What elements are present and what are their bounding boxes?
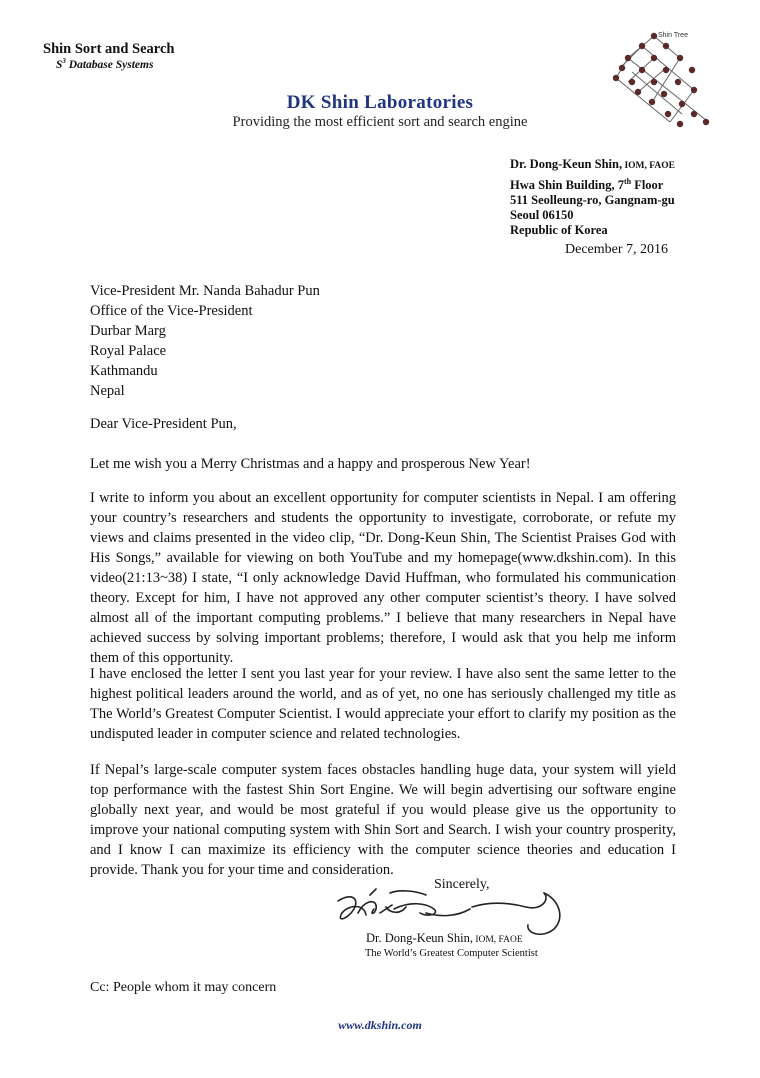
recipient-line: Kathmandu [90, 363, 158, 379]
sender-name-line: Dr. Dong-Keun Shin, IOM, FAOE [510, 157, 675, 171]
body-paragraph: I have enclosed the letter I sent you last year for your review. I have also sent the same letter to the highest political leaders around the world, and as of yet, no one has seriously challenged my title as The World’s Greatest Computer Scientist. I would appreciate your effort to clarify my position as the undisputed leader in computer science and related technologies. [90, 666, 676, 742]
shin-tree-logo [608, 30, 718, 130]
recipient-line: Royal Palace [90, 343, 167, 359]
body-paragraph: If Nepal’s large-scale computer system faces obstacles handling huge data, your system will yield top performance with the fastest Shin Sort Engine. We will begin advertising our software engine globally next year, and would be most grateful if you would please give us the opportunity to improve your national computing system with Shin Sort and Search. I wish your country prosperity, and I know I can maximize its efficiency with the computer science theories and education I provide. Thank you for your time and consideration. [90, 762, 676, 878]
body-paragraph: Let me wish you a Merry Christmas and a happy and prosperous New Year! [90, 456, 531, 472]
lab-subtitle: Providing the most efficient sort and search engine [232, 114, 528, 130]
recipient-line: Vice-President Mr. Nanda Bahadur Pun [90, 283, 320, 299]
tree-icon [608, 30, 718, 130]
brand-tagline: $S^3$ Database Systems [56, 57, 154, 71]
sender-address [510, 157, 675, 238]
letter-date: December 7, 2016 [565, 242, 669, 257]
sender-building: Hwa Shin Building, 7th Floor [510, 177, 664, 193]
sender-country: Republic of Korea [510, 223, 608, 238]
cc-line: Cc: People whom it may concern [90, 980, 277, 995]
signatory-title: The World’s Greatest Computer Scientist [365, 948, 538, 959]
salutation: Dear Vice-President Pun, [90, 416, 237, 432]
logo-label: Shin Tree [658, 32, 688, 39]
body-paragraph: I write to inform you about an excellent opportunity for computer scientists in Nepal. I am offering your country’s researchers and students the opportunity to investigate, corroborate, or refute my views and claims presented in the video clip, “Dr. Dong-Keun Shin, The Scientist Praises God with His Songs,” available for viewing on both YouTube and my homepage(www.dkshin.com). In this video(21:13~38) I state, “I only acknowledge David Huffman, who formulated his communication theory. Except for him, I have not approved any other computer scientist’s theory. I have solved almost all of the important computing problems.” I believe that many researchers in Nepal have achieved success by solving important problems; therefore, I would ask that you help me inform them of this opportunity. [90, 490, 676, 666]
brand-name: Shin Sort and Search [43, 41, 175, 57]
recipient-address [90, 281, 320, 401]
signatory-name: Dr. Dong-Keun Shin, IOM, FAOE [366, 931, 523, 945]
footer-website: www.dkshin.com [338, 1018, 422, 1032]
lab-title: DK Shin Laboratories [286, 92, 474, 113]
recipient-line: Durbar Marg [90, 323, 166, 339]
sender-city: Seoul 06150 [510, 208, 574, 223]
closing: Sincerely, [434, 877, 490, 892]
recipient-line: Office of the Vice-President [90, 303, 253, 319]
sender-street: 511 Seolleung-ro, Gangnam-gu [510, 193, 675, 208]
recipient-line: Nepal [90, 383, 125, 399]
